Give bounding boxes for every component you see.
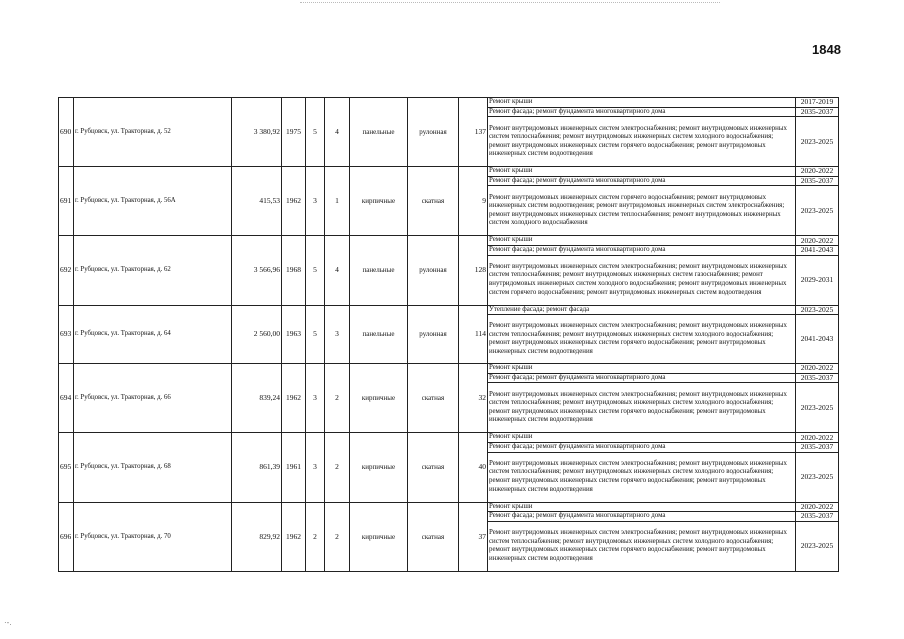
building-entrances: 2 <box>325 364 350 433</box>
work-description: Ремонт фасада; ремонт фундамента многоквартирного дома <box>488 512 796 522</box>
table-row <box>59 236 839 246</box>
work-description: Утепление фасада; ремонт фасада <box>488 305 796 315</box>
work-description: Ремонт крыши <box>488 236 796 246</box>
table-row <box>59 502 839 512</box>
building-address: г. Рубцовск, ул. Тракторная, д. 68 <box>74 433 232 502</box>
building-year: 1962 <box>282 167 306 236</box>
table-row <box>59 98 839 108</box>
building-floors: 5 <box>306 236 325 305</box>
building-floors: 5 <box>306 98 325 167</box>
work-description: Ремонт крыши <box>488 502 796 512</box>
work-description: Ремонт фасада; ремонт фундамента многоквартирного дома <box>488 245 796 255</box>
work-period: 2020-2022 <box>796 433 839 443</box>
work-description: Ремонт внутридомовых инженерных систем электроснабжения; ремонт внутридомовых инженерных систем теплоснабжения; ремонт внутридомовых инженерных систем холодного водоснабжения; ремонт внутридомовых инженерных систем горячего водоснабжения; ремонт внутридомовых инженерных систем водоотведения <box>488 521 796 571</box>
work-period: 2041-2043 <box>796 245 839 255</box>
work-description: Ремонт крыши <box>488 364 796 374</box>
building-year: 1975 <box>282 98 306 167</box>
work-period: 2020-2022 <box>796 364 839 374</box>
building-year: 1968 <box>282 236 306 305</box>
table-row <box>59 433 839 443</box>
building-residents-count: 37 <box>459 502 488 571</box>
building-roof-type: скатная <box>408 502 459 571</box>
work-period: 2035-2037 <box>796 442 839 452</box>
building-entrances: 3 <box>325 305 350 364</box>
work-period: 2029-2031 <box>796 255 839 305</box>
work-description: Ремонт внутридомовых инженерных систем электроснабжения; ремонт внутридомовых инженерных систем теплоснабжения; ремонт внутридомовых инженерных систем холодного водоснабжения; ремонт внутридомовых инженерных систем горячего водоснабжения; ремонт внутридомовых инженерных систем водоотведения <box>488 315 796 364</box>
building-number: 691 <box>59 167 74 236</box>
work-description: Ремонт крыши <box>488 433 796 443</box>
building-wall-material: панельные <box>350 305 408 364</box>
building-residents-count: 128 <box>459 236 488 305</box>
buildings-table-body <box>59 98 839 572</box>
work-period: 2023-2025 <box>796 452 839 502</box>
work-period: 2035-2037 <box>796 176 839 186</box>
building-number: 694 <box>59 364 74 433</box>
work-description: Ремонт крыши <box>488 167 796 177</box>
building-address: г. Рубцовск, ул. Тракторная, д. 64 <box>74 305 232 364</box>
building-number: 695 <box>59 433 74 502</box>
building-residents-count: 40 <box>459 433 488 502</box>
building-area: 2 560,00 <box>232 305 282 364</box>
work-description: Ремонт фасада; ремонт фундамента многоквартирного дома <box>488 107 796 117</box>
building-address: г. Рубцовск, ул. Тракторная, д. 56А <box>74 167 232 236</box>
building-wall-material: кирпичные <box>350 433 408 502</box>
building-area: 829,92 <box>232 502 282 571</box>
building-residents-count: 114 <box>459 305 488 364</box>
work-description: Ремонт фасада; ремонт фундамента многоквартирного дома <box>488 373 796 383</box>
work-description: Ремонт внутридомовых инженерных систем электроснабжения; ремонт внутридомовых инженерных систем теплоснабжения; ремонт внутридомовых инженерных систем холодного водоснабжения; ремонт внутридомовых инженерных систем горячего водоснабжения; ремонт внутридомовых инженерных систем водоотведения <box>488 383 796 433</box>
building-area: 3 566,96 <box>232 236 282 305</box>
building-floors: 3 <box>306 364 325 433</box>
building-year: 1961 <box>282 433 306 502</box>
work-period: 2023-2025 <box>796 186 839 236</box>
building-address: г. Рубцовск, ул. Тракторная, д. 62 <box>74 236 232 305</box>
building-wall-material: панельные <box>350 236 408 305</box>
work-description: Ремонт внутридомовых инженерных систем электроснабжения; ремонт внутридомовых инженерных систем теплоснабжения; ремонт внутридомовых инженерных систем холодного водоснабжения; ремонт внутридомовых инженерных систем горячего водоснабжения; ремонт внутридомовых инженерных систем водоотведения <box>488 452 796 502</box>
building-address: г. Рубцовск, ул. Тракторная, д. 52 <box>74 98 232 167</box>
building-year: 1962 <box>282 364 306 433</box>
work-period: 2020-2022 <box>796 236 839 246</box>
building-residents-count: 9 <box>459 167 488 236</box>
building-floors: 5 <box>306 305 325 364</box>
work-period: 2023-2025 <box>796 521 839 571</box>
building-address: г. Рубцовск, ул. Тракторная, д. 66 <box>74 364 232 433</box>
work-period: 2023-2025 <box>796 117 839 167</box>
building-wall-material: кирпичные <box>350 502 408 571</box>
table-row <box>59 364 839 374</box>
building-area: 3 380,92 <box>232 98 282 167</box>
building-entrances: 1 <box>325 167 350 236</box>
work-period: 2023-2025 <box>796 383 839 433</box>
building-number: 690 <box>59 98 74 167</box>
building-number: 692 <box>59 236 74 305</box>
building-wall-material: кирпичные <box>350 364 408 433</box>
page-number: 1848 <box>812 42 841 57</box>
building-area: 839,24 <box>232 364 282 433</box>
building-address: г. Рубцовск, ул. Тракторная, д. 70 <box>74 502 232 571</box>
building-roof-type: рулонная <box>408 236 459 305</box>
building-year: 1962 <box>282 502 306 571</box>
work-description: Ремонт внутридомовых инженерных систем электроснабжения; ремонт внутридомовых инженерных систем теплоснабжения; ремонт внутридомовых инженерных систем газоснабжения; ремонт внутридомовых инженерных систем холодного водоснабжения; ремонт внутридомовых инженерных систем горячего водоснабжения; ремонт внутридомовых инженерных систем водоотведения <box>488 255 796 305</box>
building-residents-count: 32 <box>459 364 488 433</box>
building-residents-count: 137 <box>459 98 488 167</box>
building-entrances: 2 <box>325 433 350 502</box>
building-number: 693 <box>59 305 74 364</box>
building-wall-material: кирпичные <box>350 167 408 236</box>
table-row <box>59 167 839 177</box>
work-period: 2041-2043 <box>796 315 839 364</box>
building-entrances: 4 <box>325 236 350 305</box>
building-area: 415,53 <box>232 167 282 236</box>
building-roof-type: скатная <box>408 433 459 502</box>
table-row <box>59 305 839 315</box>
work-description: Ремонт внутридомовых инженерных систем горячего водоснабжения; ремонт внутридомовых инженерных систем водоотведения; ремонт внутридомовых инженерных систем электроснабжения; ремонт внутридомовых инженерных систем теплоснабжения; ремонт внутридомовых инженерных систем холодного водоснабжения <box>488 186 796 236</box>
work-period: 2023-2025 <box>796 305 839 315</box>
building-entrances: 2 <box>325 502 350 571</box>
scan-artifact-line <box>300 2 720 3</box>
building-floors: 2 <box>306 502 325 571</box>
work-period: 2035-2037 <box>796 373 839 383</box>
work-period: 2017-2019 <box>796 98 839 108</box>
work-description: Ремонт фасада; ремонт фундамента многоквартирного дома <box>488 176 796 186</box>
building-number: 696 <box>59 502 74 571</box>
work-period: 2020-2022 <box>796 167 839 177</box>
work-description: Ремонт фасада; ремонт фундамента многоквартирного дома <box>488 442 796 452</box>
work-period: 2035-2037 <box>796 107 839 117</box>
building-roof-type: рулонная <box>408 305 459 364</box>
work-description: Ремонт крыши <box>488 98 796 108</box>
scan-corner-mark: ·-. <box>4 618 12 627</box>
building-year: 1963 <box>282 305 306 364</box>
building-entrances: 4 <box>325 98 350 167</box>
building-roof-type: скатная <box>408 167 459 236</box>
buildings-table <box>58 97 839 572</box>
building-roof-type: рулонная <box>408 98 459 167</box>
building-floors: 3 <box>306 167 325 236</box>
work-period: 2020-2022 <box>796 502 839 512</box>
building-roof-type: скатная <box>408 364 459 433</box>
building-wall-material: панельные <box>350 98 408 167</box>
work-description: Ремонт внутридомовых инженерных систем электроснабжения; ремонт внутридомовых инженерных систем теплоснабжения; ремонт внутридомовых инженерных систем холодного водоснабжения; ремонт внутридомовых инженерных систем горячего водоснабжения; ремонт внутридомовых инженерных систем водоотведения <box>488 117 796 167</box>
building-floors: 3 <box>306 433 325 502</box>
work-period: 2035-2037 <box>796 512 839 522</box>
building-area: 861,39 <box>232 433 282 502</box>
